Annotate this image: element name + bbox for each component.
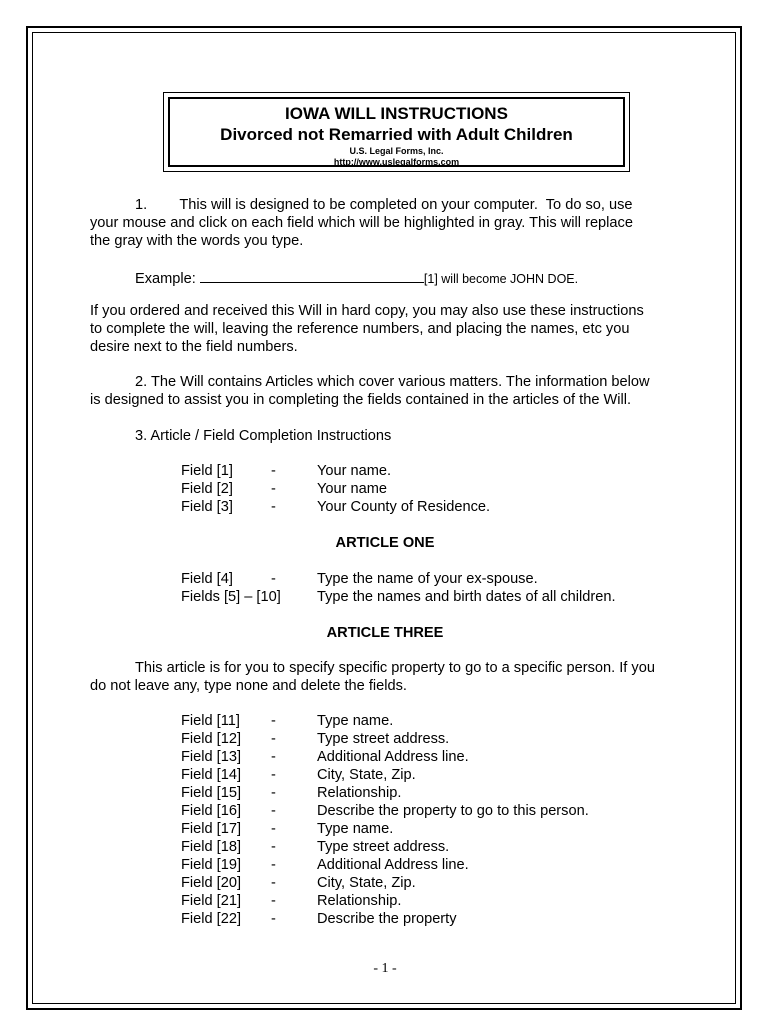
- para3-line2: is designed to assist you in completing the fields contained in the articles of the Will.: [90, 392, 632, 408]
- field-description: City, State, Zip.: [317, 767, 416, 783]
- field-dash: -: [271, 481, 276, 497]
- field-dash: -: [271, 857, 276, 873]
- para3-line1: 2. The Will contains Articles which cover various matters. The information below: [135, 374, 650, 390]
- page-number: - 1 -: [373, 961, 397, 976]
- field-dash: -: [271, 785, 276, 801]
- example-label: Example:: [135, 271, 200, 287]
- company-name: U.S. Legal Forms, Inc.: [349, 146, 444, 156]
- field-dash: -: [271, 749, 276, 765]
- field-dash: -: [271, 713, 276, 729]
- field-dash: -: [271, 731, 276, 747]
- article-three-intro-line2: do not leave any, type none and delete the fields.: [90, 678, 407, 694]
- field-label: Field [15]: [181, 785, 242, 801]
- field-dash: -: [271, 803, 276, 819]
- field-description: Your County of Residence.: [317, 499, 491, 515]
- field-label: Field [19]: [181, 857, 242, 873]
- field-label: Field [4]: [181, 571, 233, 587]
- field-description: City, State, Zip.: [317, 875, 416, 891]
- field-dash: -: [271, 893, 276, 909]
- company-url: http://www.uslegalforms.com: [333, 157, 460, 167]
- article-one-heading: ARTICLE ONE: [335, 535, 435, 551]
- example-line: [135, 268, 578, 288]
- article-three-intro-line1: This article is for you to specify specific property to go to a specific person. If you: [135, 660, 655, 676]
- field-label: Field [20]: [181, 875, 242, 891]
- para2-line1: If you ordered and received this Will in hard copy, you may also use these instructions: [90, 303, 644, 319]
- article-three-heading: ARTICLE THREE: [326, 625, 444, 641]
- field-dash: -: [271, 911, 276, 927]
- field-dash: -: [271, 839, 276, 855]
- field-description: Describe the property to go to this person.: [317, 803, 589, 819]
- para1-line1: 1. This will is designed to be completed on your computer. To do so, use: [135, 197, 633, 213]
- field-description: Relationship.: [317, 785, 402, 801]
- field-label: Field [12]: [181, 731, 242, 747]
- field-dash: -: [271, 875, 276, 891]
- field-label: Field [18]: [181, 839, 242, 855]
- field-dash: -: [271, 767, 276, 783]
- field-label: Field [13]: [181, 749, 242, 765]
- field-label: Fields [5] – [10]: [181, 589, 281, 605]
- document-title: IOWA WILL INSTRUCTIONS: [285, 104, 508, 123]
- field-label: Field [16]: [181, 803, 242, 819]
- field-description: Type name.: [317, 821, 394, 837]
- field-description: Type name.: [317, 713, 394, 729]
- para2-line2: to complete the will, leaving the reference numbers, and placing the names, etc you: [90, 321, 630, 337]
- field-description: Additional Address line.: [317, 857, 469, 873]
- field-description: Additional Address line.: [317, 749, 469, 765]
- field-label: Field [22]: [181, 911, 242, 927]
- para1-line2: your mouse and click on each field which will be highlighted in gray. This will replace: [90, 215, 633, 231]
- field-dash: -: [271, 499, 276, 515]
- document-subtitle: Divorced not Remarried with Adult Children: [220, 125, 573, 144]
- field-description: Type street address.: [317, 731, 450, 747]
- field-description: Type street address.: [317, 839, 450, 855]
- field-description: Your name.: [317, 463, 392, 479]
- para1-line3: the gray with the words you type.: [90, 233, 304, 249]
- field-dash: -: [271, 571, 276, 587]
- example-after: [1] will become JOHN DOE.: [423, 272, 579, 286]
- field-label: Field [2]: [181, 481, 233, 497]
- field-dash: -: [271, 463, 276, 479]
- field-description: Type the names and birth dates of all children.: [317, 589, 616, 605]
- field-label: Field [3]: [181, 499, 233, 515]
- title-box: [168, 97, 625, 167]
- field-label: Field [11]: [181, 713, 240, 729]
- field-label: Field [1]: [181, 463, 233, 479]
- field-description: Relationship.: [317, 893, 402, 909]
- field-dash: -: [271, 821, 276, 837]
- field-description: Your name: [317, 481, 388, 497]
- para2-line3: desire next to the field numbers.: [90, 339, 298, 355]
- field-description: Type the name of your ex-spouse.: [317, 571, 538, 587]
- field-label: Field [14]: [181, 767, 242, 783]
- field-label: Field [21]: [181, 893, 242, 909]
- field-label: Field [17]: [181, 821, 242, 837]
- instructions-heading: 3. Article / Field Completion Instructions: [135, 428, 392, 444]
- field-description: Describe the property: [317, 911, 457, 927]
- example-blank: [200, 268, 424, 283]
